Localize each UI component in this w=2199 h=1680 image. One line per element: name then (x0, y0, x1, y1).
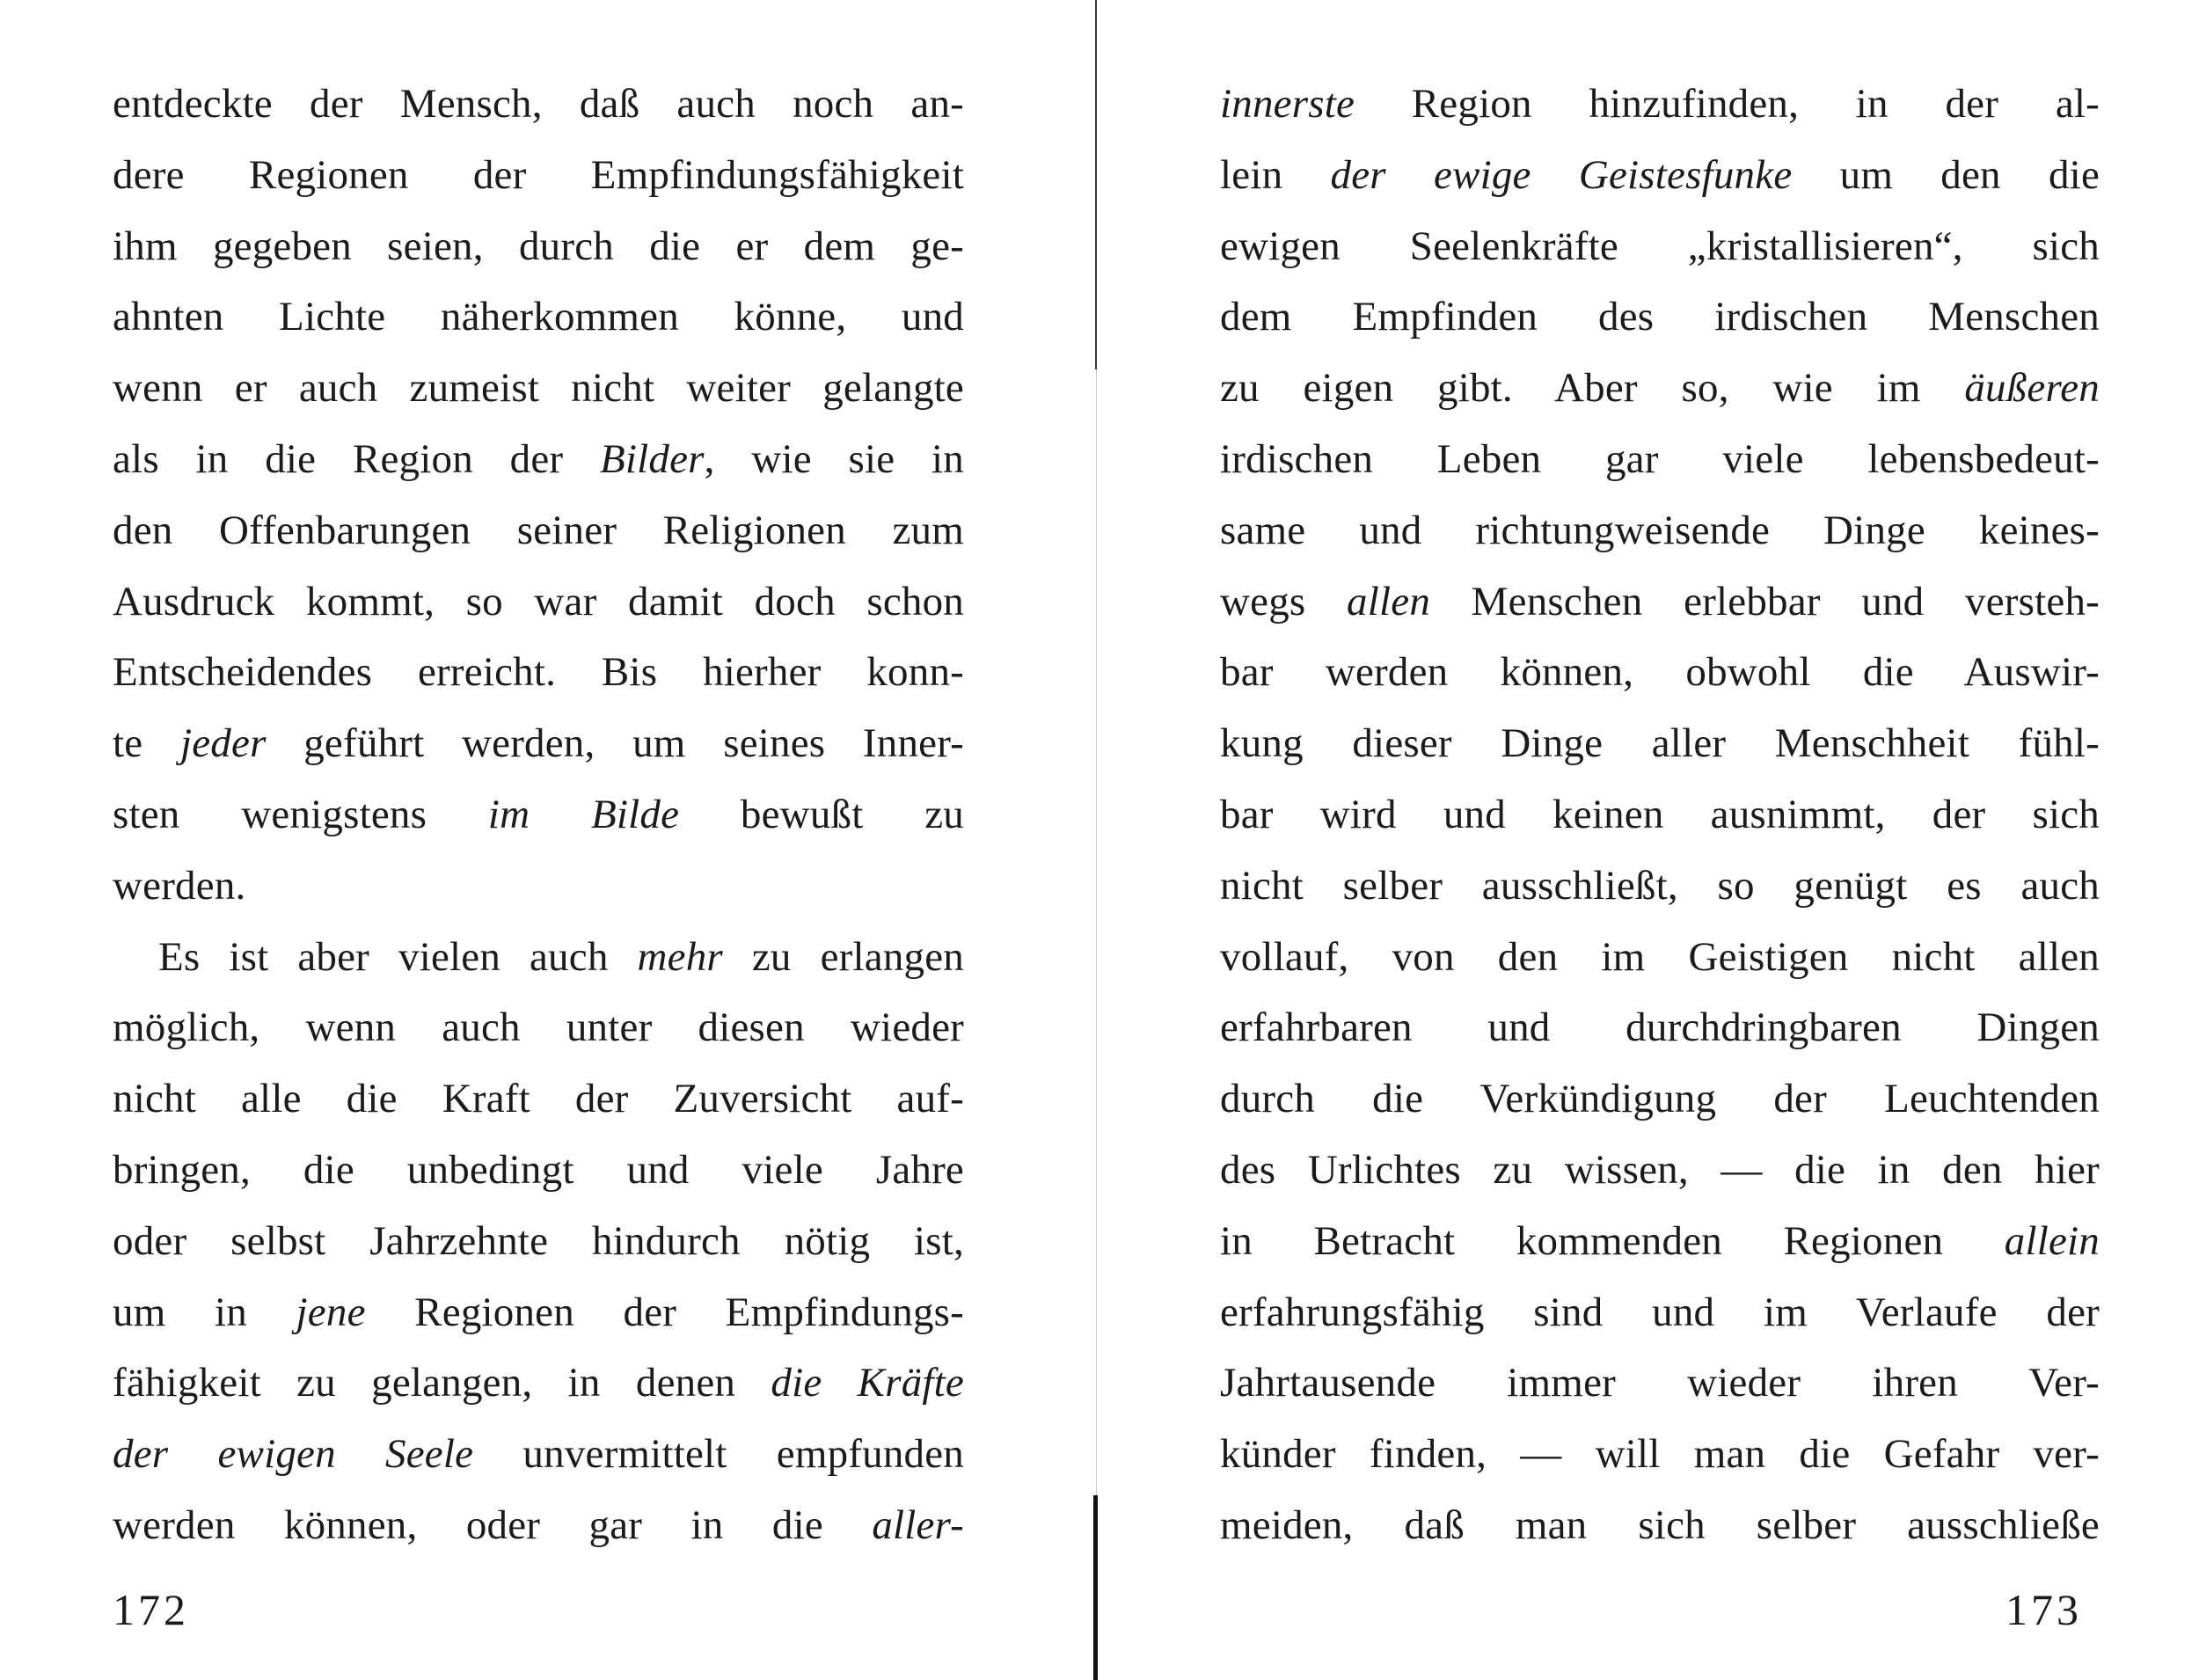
text-segment: kung dieser Dinge aller Menschheit fühl- (1220, 720, 2100, 767)
text-segment: bar werden können, obwohl die Auswir- (1220, 649, 2100, 696)
text-segment: ihm gegeben seien, durch die er dem ge- (113, 223, 964, 269)
text-line (1220, 851, 2100, 922)
text-segment: dem Empfinden des irdischen Menschen (1220, 294, 2100, 340)
text-segment: erfahrungsfähig sind und im Verlaufe der (1220, 1289, 2100, 1335)
text-segment: meiden, daß man sich selber ausschließe (1220, 1501, 2100, 1548)
text-line (1220, 566, 2100, 638)
text-line (113, 353, 964, 424)
right-page-number: 173 (2005, 1585, 2082, 1634)
text-segment: Jahrtausende immer wieder ihren Ver- (1220, 1360, 2100, 1406)
text-segment: , wie sie in (704, 435, 964, 482)
text-line (113, 1063, 964, 1135)
gutter-line-top (1095, 0, 1097, 369)
right-page (1100, 0, 2199, 1680)
text-line (113, 779, 964, 851)
text-line (113, 211, 964, 282)
text-line (1220, 1348, 2100, 1419)
text-segment: same und richtungweisende Dinge keines- (1220, 507, 2100, 553)
text-segment: möglich, wenn auch unter diesen wieder (113, 1004, 964, 1051)
text-line (113, 424, 964, 495)
italic-text-segment: allen (1347, 578, 1431, 625)
text-line (1220, 1277, 2100, 1348)
text-line (1220, 637, 2100, 708)
left-page (0, 0, 1091, 1680)
text-segment: den Offenbarungen seiner Religionen zum (113, 507, 964, 553)
text-segment: fähigkeit zu gelangen, in denen (113, 1360, 771, 1406)
text-segment: wegs (1220, 578, 1348, 625)
text-line (1220, 708, 2100, 779)
text-line (113, 1348, 964, 1419)
italic-text-segment: die Kräfte (771, 1360, 964, 1406)
text-line (1220, 1063, 2100, 1135)
text-segment: Menschen erlebbar und versteh- (1430, 578, 2100, 625)
text-segment: unvermittelt empfunden (473, 1431, 964, 1478)
text-line (1220, 1206, 2100, 1277)
text-line (1220, 140, 2100, 211)
text-line (113, 566, 964, 638)
text-line (113, 1490, 964, 1561)
text-line (113, 281, 964, 353)
italic-text-segment: jeder (179, 720, 267, 767)
left-page-number: 172 (113, 1585, 189, 1634)
text-segment: werden. (113, 862, 246, 909)
text-segment: wenn er auch zumeist nicht weiter gelangte (113, 365, 964, 412)
gutter-line-bottom (1093, 1495, 1098, 1680)
text-line (1220, 281, 2100, 353)
text-line (1220, 424, 2100, 495)
text-line (1220, 69, 2100, 140)
italic-text-segment: allein (2004, 1217, 2100, 1264)
text-segment: werden können, oder gar in die (113, 1501, 873, 1548)
italic-text-segment: aller- (872, 1501, 964, 1548)
text-segment: bewußt zu (679, 791, 964, 837)
text-segment: zu erlangen (722, 933, 964, 980)
text-segment: geführt werden, um seines Inner- (266, 720, 964, 767)
text-line (1220, 1135, 2100, 1206)
text-segment: durch die Verkündigung der Leuchtenden (1220, 1076, 2100, 1122)
italic-text-segment: innerste (1220, 81, 1355, 127)
left-page-text (113, 69, 964, 1561)
italic-text-segment: der ewigen Seele (113, 1431, 474, 1478)
text-segment: in Betracht kommenden Regionen (1220, 1217, 2005, 1264)
text-segment: te (113, 720, 180, 767)
text-line (1220, 495, 2100, 566)
text-segment: um in (113, 1289, 296, 1335)
text-segment: irdischen Leben gar viele lebensbedeut- (1220, 435, 2100, 482)
book-gutter (1092, 0, 1100, 1680)
italic-text-segment: jene (296, 1289, 366, 1335)
text-line (113, 637, 964, 708)
text-line (113, 851, 964, 922)
gutter-line-middle (1096, 369, 1097, 1495)
text-segment: Es ist aber vielen auch (158, 933, 638, 980)
text-segment: Ausdruck kommt, so war damit doch schon (113, 578, 964, 625)
italic-text-segment: Bilder (599, 435, 705, 482)
text-line (113, 140, 964, 211)
text-line (113, 1277, 964, 1348)
right-page-text (1220, 69, 2100, 1561)
text-segment: künder finden, — will man die Gefahr ver- (1220, 1431, 2100, 1478)
text-line (113, 1206, 964, 1277)
text-segment: ahnten Lichte näherkommen könne, und (113, 294, 964, 340)
text-line (113, 708, 964, 779)
text-segment: als in die Region der (113, 435, 600, 482)
text-line (1220, 922, 2100, 993)
italic-text-segment: der ewige Geistesfunke (1330, 151, 1793, 198)
text-segment: sten wenigstens (113, 791, 488, 837)
italic-text-segment: mehr (637, 933, 723, 980)
text-segment: zu eigen gibt. Aber so, wie im (1220, 365, 1965, 412)
text-segment: um den die (1792, 151, 2100, 198)
text-segment: entdeckte der Mensch, daß auch noch an- (113, 81, 964, 127)
text-line (1220, 353, 2100, 424)
text-line (1220, 1490, 2100, 1561)
text-line (113, 1135, 964, 1206)
italic-text-segment: äußeren (1964, 365, 2100, 412)
text-segment: dere Regionen der Empfindungsfähigkeit (113, 151, 964, 198)
text-line (1220, 779, 2100, 851)
text-segment: des Urlichtes zu wissen, — die in den hier (1220, 1146, 2100, 1193)
text-segment: bringen, die unbedingt und viele Jahre (113, 1146, 964, 1193)
text-line (113, 495, 964, 566)
text-segment: oder selbst Jahrzehnte hindurch nötig ist, (113, 1217, 964, 1264)
text-line (113, 69, 964, 140)
text-segment: nicht alle die Kraft der Zuversicht auf- (113, 1076, 964, 1122)
text-segment: Region hinzufinden, in der al- (1355, 81, 2100, 127)
text-line (113, 922, 964, 993)
italic-text-segment: im Bilde (487, 791, 680, 837)
text-segment: nicht selber ausschließt, so genügt es auch (1220, 862, 2100, 909)
text-segment: ewigen Seelenkräfte „kristallisieren“, sich (1220, 223, 2100, 269)
text-line (1220, 992, 2100, 1063)
text-segment: Entscheidendes erreicht. Bis hierher konn- (113, 649, 964, 696)
text-line (1220, 211, 2100, 282)
text-segment: erfahrbaren und durchdringbaren Dingen (1220, 1004, 2100, 1051)
text-line (1220, 1419, 2100, 1490)
text-line (113, 1419, 964, 1490)
text-line (113, 992, 964, 1063)
text-segment: lein (1220, 151, 1331, 198)
text-segment: Regionen der Empfindungs- (365, 1289, 964, 1335)
text-segment: vollauf, von den im Geistigen nicht allen (1220, 933, 2100, 980)
text-segment: bar wird und keinen ausnimmt, der sich (1220, 791, 2100, 837)
